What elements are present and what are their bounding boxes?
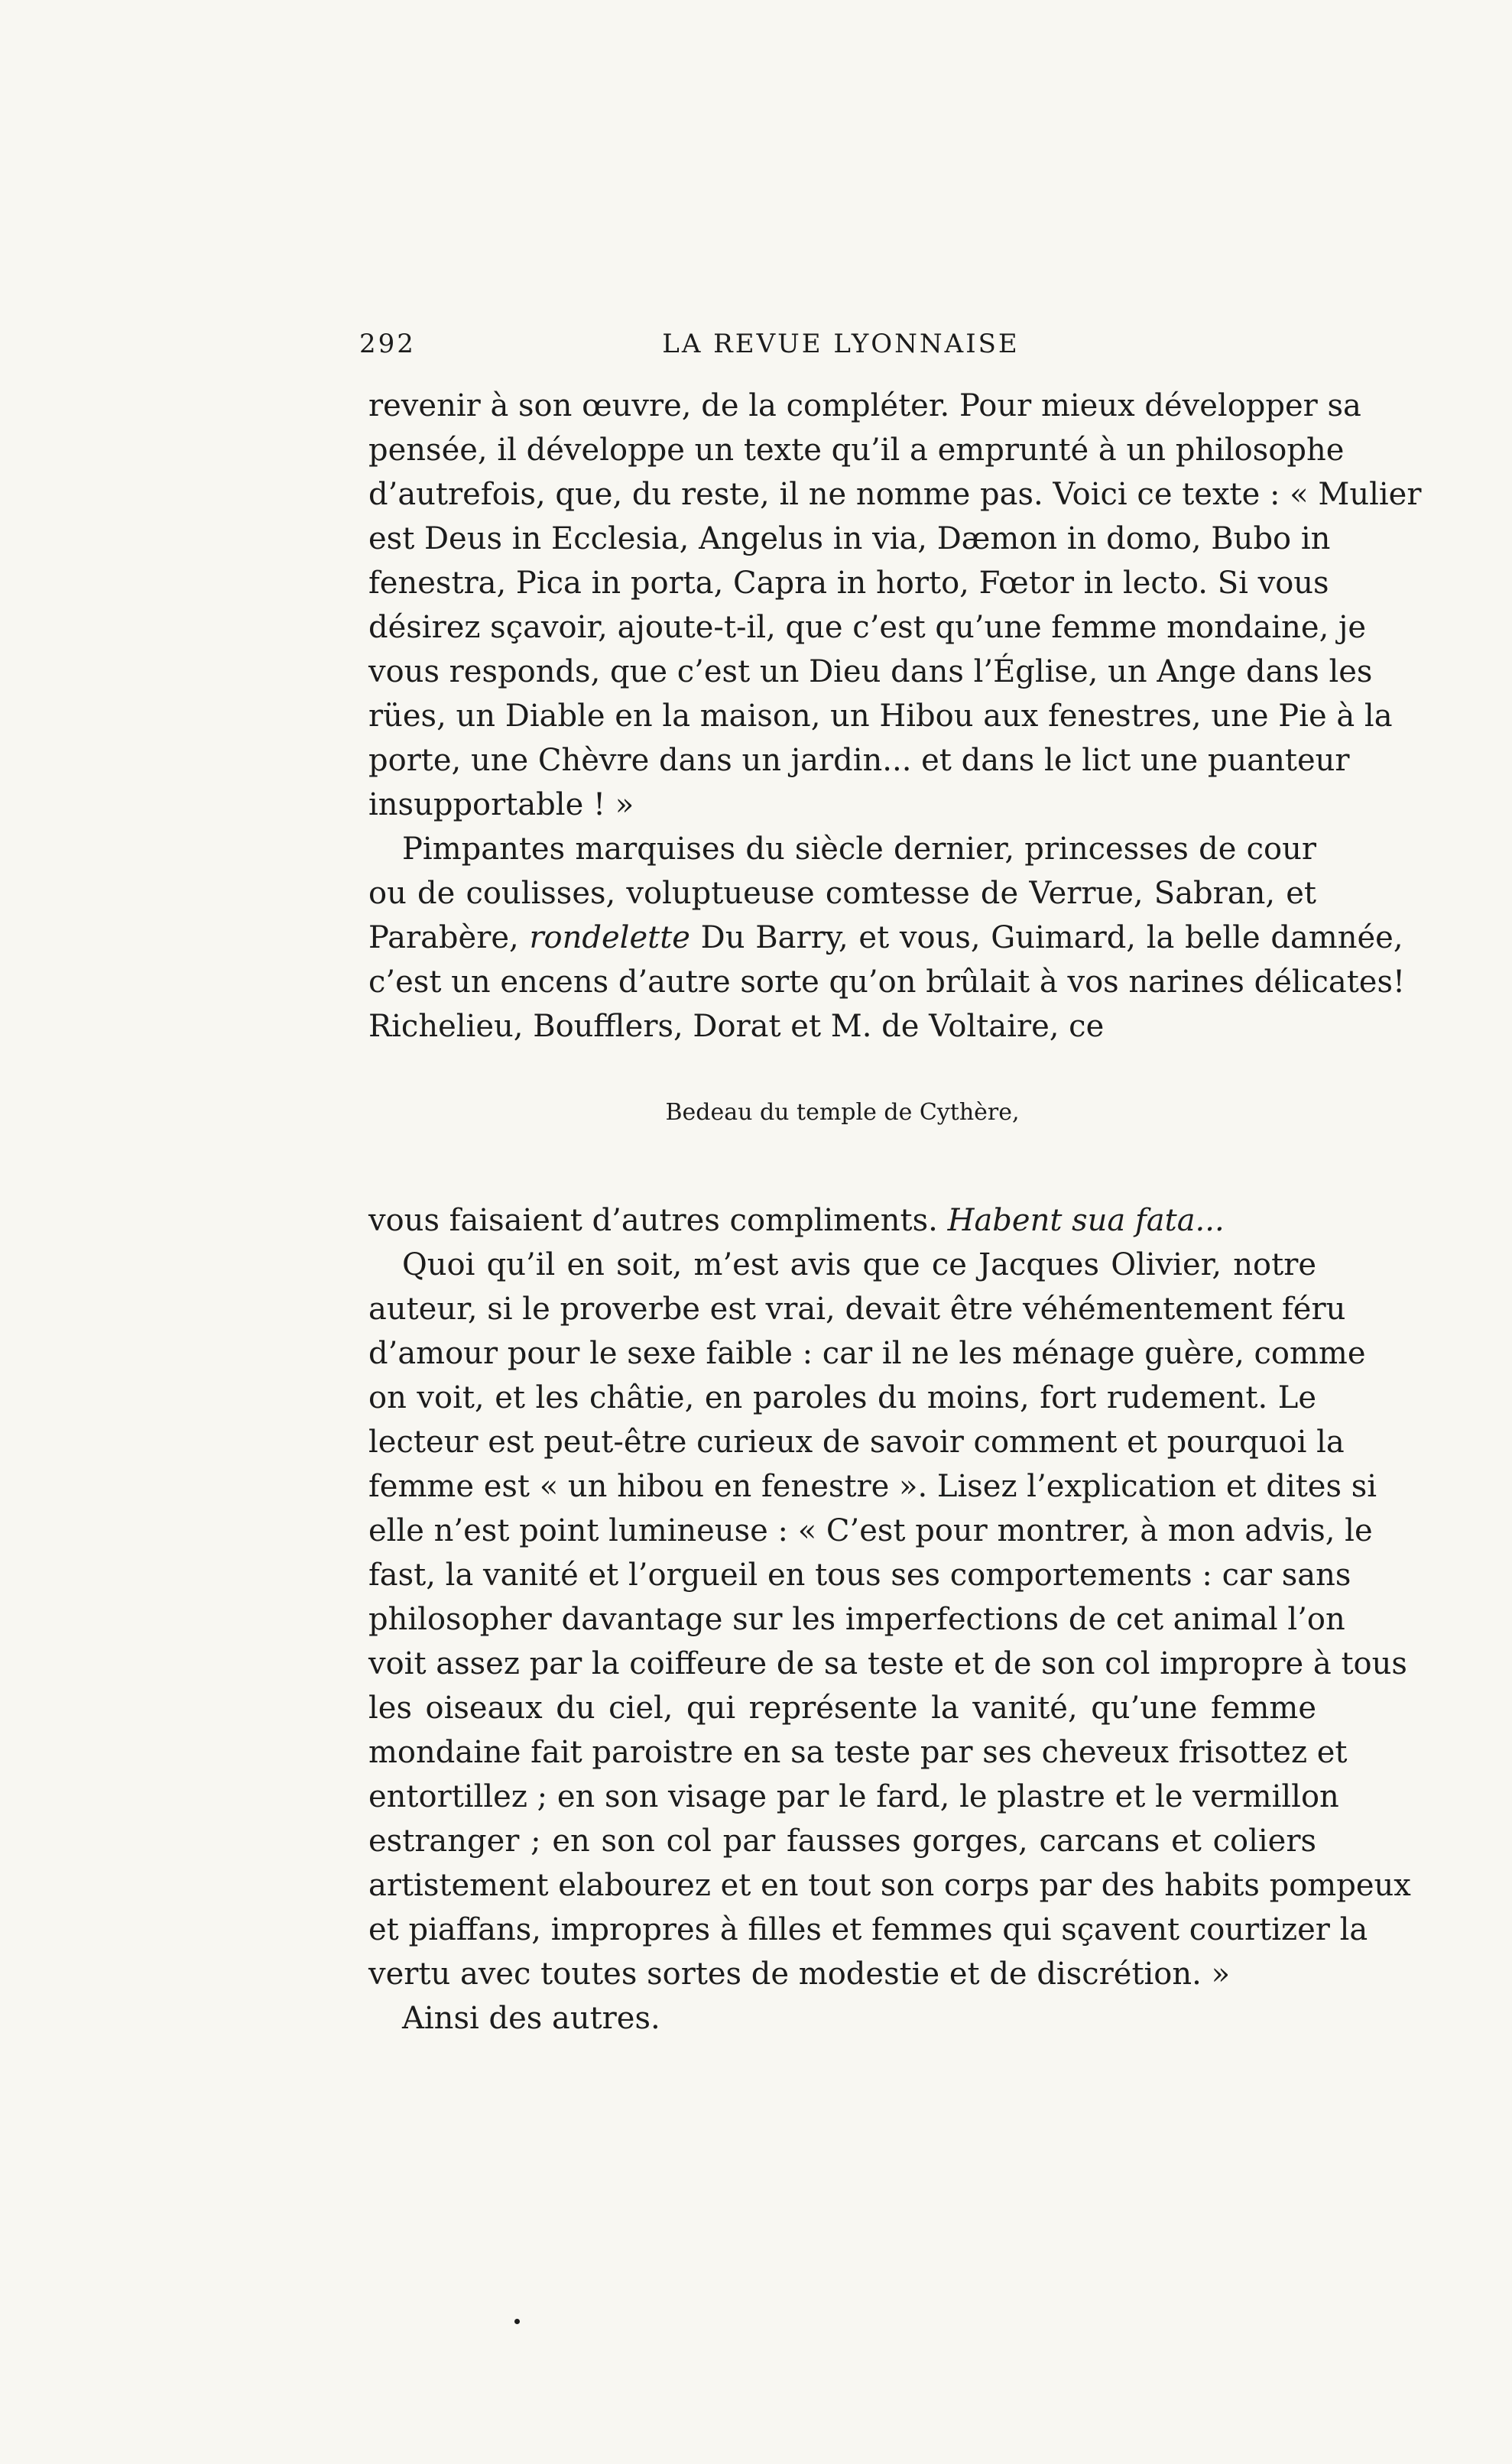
text-line: Richelieu, Boufflers, Dorat et M. de Voltaire, ce [368,1009,1105,1044]
text-line [368,1198,1316,1243]
page-number: 292 [359,329,416,359]
text-line [368,916,1403,960]
ink-speck [514,2319,520,2324]
text-line: porte, une Chèvre dans un jardin... et dans le lict une puanteur [368,743,1350,778]
text-line: revenir à son œuvre, de la compléter. Pour mieux développer sa [368,388,1361,423]
text-line: et piaffans, impropres à filles et femmes qui sçavent courtizer la [368,1912,1368,1947]
running-title: LA REVUE LYONNAISE [662,329,1020,359]
text-line: entortillez ; en son visage par le fard, le plastre et le vermillon [368,1779,1339,1814]
text-line: les oiseaux du ciel, qui représente la vanité, qu’une femme [368,1691,1316,1726]
italic-phrase: Habent sua fata... [947,1203,1225,1238]
text-line: lecteur est peut-être curieux de savoir comment et pourquoi la [368,1425,1345,1460]
text-line: voit assez par la coiffeure de sa teste et de son col impropre à tous [368,1646,1407,1681]
text-line: est Deus in Ecclesia, Angelus in via, Dæmon in domo, Bubo in [368,521,1331,556]
text-line: elle n’est point lumineuse : « C’est pour montrer, à mon advis, le [368,1513,1373,1548]
text-line: vertu avec toutes sortes de modestie et de discrétion. » [368,1957,1231,1992]
text-line: femme est « un hibou en fenestre ». Lisez l’explication et dites si [368,1469,1377,1504]
page-header [359,329,1322,374]
text-line: c’est un encens d’autre sorte qu’on brûlait à vos narines délicates! [368,965,1406,1000]
text-segment: Parabère, [368,920,530,955]
text-line: vous responds, que c’est un Dieu dans l’Église, un Ange dans les [368,654,1373,689]
text-line: fast, la vanité et l’orgueil en tous ses comportements : car sans [368,1558,1351,1593]
text-line: ou de coulisses, voluptueuse comtesse de Verrue, Sabran, et [368,876,1316,911]
verse-quotation: Bedeau du temple de Cythère, [665,1099,1020,1126]
italic-word: rondelette [529,920,690,955]
text-line: philosopher davantage sur les imperfections de cet animal l’on [368,1602,1345,1637]
text-line: fenestra, Pica in porta, Capra in horto, Fœtor in lecto. Si vous [368,566,1329,601]
text-line: Quoi qu’il en soit, m’est avis que ce Jacques Olivier, notre [402,1247,1316,1282]
text-line: on voit, et les châtie, en paroles du moins, fort rudement. Le [368,1380,1316,1415]
text-segment: Du Barry, et vous, Guimard, la belle damnée, [689,920,1403,955]
text-line: d’amour pour le sexe faible : car il ne les ménage guère, comme [368,1336,1366,1371]
text-segment: vous faisaient d’autres compliments. [368,1203,948,1238]
text-line: Pimpantes marquises du siècle dernier, princesses de cour [402,832,1316,867]
text-line: estranger ; en son col par fausses gorges, carcans et coliers [368,1824,1316,1859]
text-line: artistement elabourez et en tout son corps par des habits pompeux [368,1868,1411,1903]
text-line: mondaine fait paroistre en sa teste par ses cheveux frisottez et [368,1735,1348,1770]
text-line: pensée, il développe un texte qu’il a emprunté à un philosophe [368,433,1345,468]
text-line: d’autrefois, que, du reste, il ne nomme pas. Voici ce texte : « Mulier [368,477,1422,512]
text-line: Ainsi des autres. [402,2001,660,2036]
text-line: auteur, si le proverbe est vrai, devait être véhémentement féru [368,1292,1346,1327]
text-line: insupportable ! » [368,787,634,822]
text-line: désirez sçavoir, ajoute-t-il, que c’est qu’une femme mondaine, je [368,610,1367,645]
text-line: rües, un Diable en la maison, un Hibou aux fenestres, une Pie à la [368,699,1393,734]
